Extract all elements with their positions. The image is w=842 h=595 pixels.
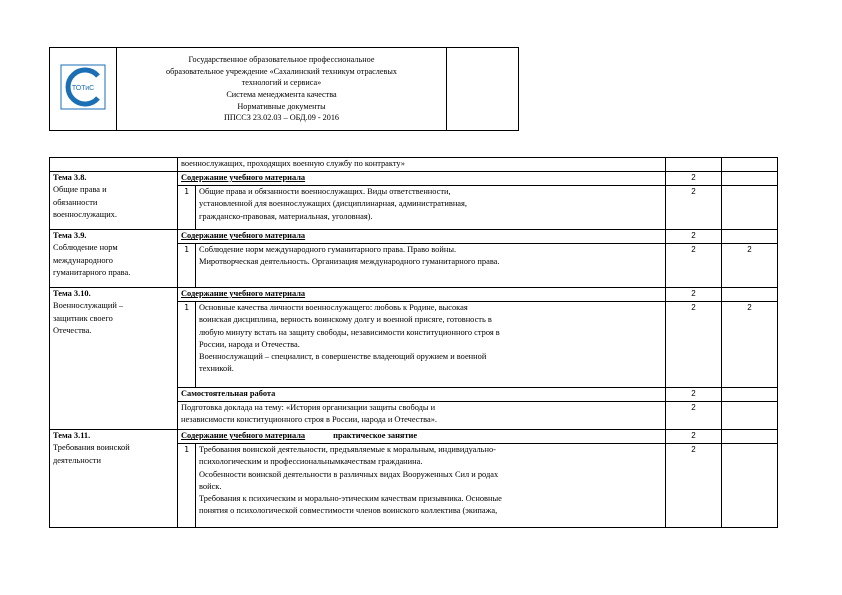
content-line: Особенности воинской деятельности в различных видах Вооруженных Сил и родах	[199, 469, 499, 479]
content-line: Подготовка доклада на тему: «История организации защиты свободы и	[181, 403, 436, 412]
level-cell	[722, 288, 778, 302]
table-row	[50, 288, 778, 302]
table-row	[50, 172, 778, 186]
content-line: техникой.	[199, 364, 234, 374]
level-cell	[722, 402, 778, 430]
content-line: России, народа и Отечества.	[199, 339, 300, 349]
topic-cell	[50, 230, 178, 288]
hours-cell: 2	[666, 244, 722, 288]
topic-line: гуманитарного права.	[53, 267, 131, 277]
header-line-2: образовательное учреждение «Сахалинский техникум отраслевых	[166, 66, 397, 76]
level-cell: 2	[722, 302, 778, 388]
college-logo	[60, 64, 106, 110]
content-cell	[178, 402, 666, 430]
content-line: Требования к психическим и морально-этическим качествам призывника. Основные	[199, 494, 502, 504]
content-line: воинская дисциплина, верность воинскому долгу и военной присяге, готовность в	[199, 315, 492, 325]
content-cell	[196, 244, 666, 288]
topic-line: защитник своего	[53, 313, 113, 323]
content-line: Военнослужащий – специалист, в совершенстве владеющий оружием и военной	[199, 352, 487, 362]
topic-number: Тема 3.11.	[53, 431, 91, 440]
item-number: 1	[178, 444, 196, 528]
table-row	[50, 158, 778, 172]
hours-cell: 2	[666, 288, 722, 302]
section-heading: Содержание учебного материала	[178, 172, 666, 186]
content-line: установленной для военнослужащих (дисциплинарная, административная,	[199, 199, 467, 209]
content-line: Миротворческая деятельность. Организация международного гуманитарного права.	[199, 257, 500, 267]
table-row	[50, 230, 778, 244]
content-line: гражданско-правовая, материальная, уголовная).	[199, 211, 373, 221]
hours-cell: 2	[666, 444, 722, 528]
section-heading-cell	[178, 430, 666, 444]
level-cell	[722, 430, 778, 444]
topic-cell	[50, 288, 178, 430]
hours-cell: 2	[666, 172, 722, 186]
hours-cell	[666, 158, 722, 172]
hours-cell: 2	[666, 430, 722, 444]
topic-number: Тема 3.10.	[53, 289, 91, 298]
content-line: Основные качества личности военнослужащего: любовь к Родине, высокая	[199, 303, 468, 312]
level-cell	[722, 444, 778, 528]
hours-cell: 2	[666, 186, 722, 230]
topic-cell	[50, 430, 178, 528]
curriculum-table	[49, 157, 778, 528]
table-row	[50, 430, 778, 444]
content-line: психологическим и профессиональнымкачествам гражданина.	[199, 457, 423, 467]
topic-number: Тема 3.8.	[53, 173, 87, 182]
topic-line: Общие права и	[53, 185, 107, 195]
topic-line: международного	[53, 255, 113, 265]
document-header	[49, 47, 519, 131]
topic-line: Отечества.	[53, 325, 92, 335]
logo-text: ТОТиС	[71, 84, 95, 92]
content-line: любую минуту встать на защиту свободы, независимости конституционного строя в	[199, 327, 500, 337]
topic-line: деятельности	[53, 455, 101, 465]
topic-cell	[50, 172, 178, 230]
logo-cell	[50, 48, 117, 131]
level-cell: 2	[722, 244, 778, 288]
header-line-5: Нормативные документы	[237, 101, 326, 111]
topic-line: Соблюдение норм	[53, 243, 118, 253]
content-cell	[196, 186, 666, 230]
item-number: 1	[178, 244, 196, 288]
content-line: Требования воинской деятельности, предъявляемые к моральным, индивидуально-	[199, 445, 496, 454]
practical-label: практическое занятие	[333, 431, 418, 440]
topic-line: обязанности	[53, 197, 98, 207]
header-line-6: ППССЗ 23.02.03 – ОБД.09 - 2016	[223, 113, 340, 123]
hours-cell: 2	[666, 402, 722, 430]
content-cell	[196, 444, 666, 528]
topic-line: Требования воинской	[53, 443, 130, 453]
header-line-3: технологий и сервиса»	[241, 78, 322, 88]
header-line-4: Система менеджмента качества	[226, 90, 337, 99]
level-cell	[722, 186, 778, 230]
content-line: Соблюдение норм международного гуманитарного права. Право войны.	[199, 245, 457, 254]
section-heading: Содержание учебного материала	[181, 431, 306, 440]
content-line: независимости конституционного строя в России, народа и Отечества».	[181, 415, 438, 425]
continuation-text: военнослужащих, проходящих военную службу по контракту»	[181, 159, 405, 168]
section-heading: Содержание учебного материала	[178, 230, 666, 244]
content-cell	[178, 158, 666, 172]
topic-number: Тема 3.9.	[53, 231, 87, 240]
section-heading: Содержание учебного материала	[178, 288, 666, 302]
header-line-1: Государственное образовательное профессиональное	[188, 55, 375, 65]
level-cell	[722, 388, 778, 402]
hours-cell: 2	[666, 230, 722, 244]
topic-line: военнослужащих.	[53, 209, 117, 219]
self-work-heading: Самостоятельная работа	[178, 388, 666, 402]
topic-cell	[50, 158, 178, 172]
content-line: Общие права и обязанности военнослужащих. Виды ответственности,	[199, 187, 451, 196]
content-line: войск.	[199, 481, 222, 491]
item-number: 1	[178, 186, 196, 230]
hours-cell: 2	[666, 302, 722, 388]
content-line: понятия о психологической совместимости членов воинского коллектива (экипажа,	[199, 506, 498, 516]
level-cell	[722, 230, 778, 244]
hours-cell: 2	[666, 388, 722, 402]
level-cell	[722, 158, 778, 172]
topic-line: Военнослужащий –	[53, 301, 124, 311]
header-blank-cell	[447, 48, 519, 131]
header-title-cell	[117, 48, 447, 131]
content-cell	[196, 302, 666, 388]
item-number: 1	[178, 302, 196, 388]
level-cell	[722, 172, 778, 186]
